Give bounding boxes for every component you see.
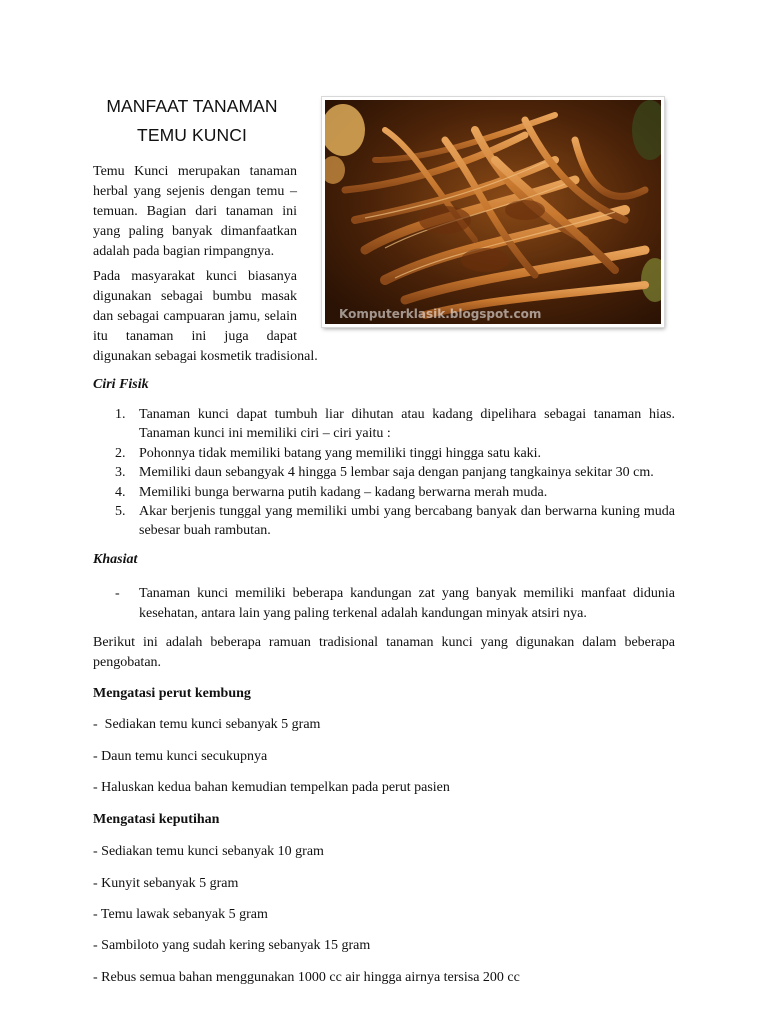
- perut-line: - Daun temu kunci secukupnya: [93, 749, 268, 764]
- document-title: [92, 92, 292, 150]
- list-item: 5. Akar berjenis tunggal yang memiliki umbi yang bercabang banyak dan berwarna kuning muda sebesar buah rambutan.: [115, 504, 675, 539]
- intro-p2-line: Pada masyarakat kunci biasanya: [93, 269, 297, 284]
- intro-paragraph-2: [93, 267, 333, 367]
- perut-line: - Sediakan temu kunci sebanyak 5 gram: [93, 717, 321, 732]
- berikut-paragraph: Berikut ini adalah beberapa ramuan tradisional tanaman kunci yang digunakan dalam beberapa pengobatan.: [93, 635, 675, 670]
- intro-p2-line: digunakan sebagai kosmetik tradisional.: [93, 349, 318, 364]
- intro-paragraph-1: Temu Kunci merupakan tanaman herbal yang sejenis dengan temu – temuan. Bagian dari tanaman ini yang paling banyak dimanfaatkan adalah pada bagian rimpangnya.: [93, 164, 297, 259]
- keputihan-line: - Rebus semua bahan menggunakan 1000 cc air hingga airnya tersisa 200 cc: [93, 970, 520, 985]
- keputihan-line: - Sambiloto yang sudah kering sebanyak 15 gram: [93, 938, 371, 953]
- ciri-fisik-heading: Ciri Fisik: [93, 377, 149, 392]
- khasiat-text: Tanaman kunci memiliki beberapa kandungan zat yang banyak memiliki manfaat didunia kesehatan, antara lain yang paling terkenal adalah kandungan minyak atsiri nya.: [139, 586, 675, 621]
- keputihan-line: - Sediakan temu kunci sebanyak 10 gram: [93, 844, 324, 859]
- list-item: 3. Memiliki daun sebangyak 4 hingga 5 lembar saja dengan panjang tangkainya sekitar 30 cm.: [115, 465, 654, 481]
- rhizome-illustration: [325, 100, 661, 324]
- list-item: 4. Memiliki bunga berwarna putih kadang – kadang berwarna merah muda.: [115, 484, 548, 500]
- keputihan-line: - Kunyit sebanyak 5 gram: [93, 876, 239, 891]
- intro-p2-line: itu tanaman ini juga dapat: [93, 329, 297, 344]
- khasiat-heading: Khasiat: [93, 552, 138, 567]
- keputihan-heading: Mengatasi keputihan: [93, 812, 220, 827]
- photo-watermark: Komputerklasik.blogspot.com: [339, 307, 542, 321]
- list-item: 1. Tanaman kunci dapat tumbuh liar dihutan atau kadang dipelihara sebagai tanaman hias. Tanaman kunci ini memiliki ciri – ciri yaitu :: [115, 407, 675, 442]
- temu-kunci-photo: [322, 97, 664, 327]
- khasiat-item: [93, 584, 675, 623]
- title-line-2: TEMU KUNCI: [137, 125, 247, 145]
- intro-p2-line: dan sebagai campuaran jamu, selain: [93, 309, 297, 324]
- perut-kembung-heading: Mengatasi perut kembung: [93, 686, 251, 701]
- list-item: 2. Pohonnya tidak memiliki batang yang memiliki tinggi hingga satu kaki.: [115, 445, 542, 461]
- perut-line: - Haluskan kedua bahan kemudian tempelkan pada perut pasien: [93, 780, 450, 795]
- keputihan-line: - Temu lawak sebanyak 5 gram: [93, 907, 268, 922]
- dash-marker: -: [115, 586, 120, 601]
- title-line-1: MANFAAT TANAMAN: [106, 96, 278, 116]
- intro-p2-line: digunakan sebagai bumbu masak: [93, 289, 297, 304]
- ciri-fisik-list: [93, 405, 675, 541]
